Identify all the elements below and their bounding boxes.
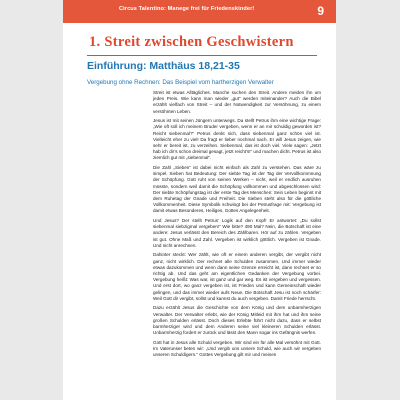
intro-heading: Einführung: Matthäus 18,21-35 [87, 60, 240, 72]
title-divider [87, 55, 317, 56]
paragraph: Jesus ist mit seinen Jüngern unterwegs. Da stellt Petrus ihm eine wichtige Frage: „Wie oft soll ich meinem Bruder vergeben, wenn er an mir schuldig geworden ist? Reicht siebenmal?“ Petrus denkt sich, dass siebenmal ganz schön viel ist. Vielleicht eher zu viel! Da fragt er lieber nochmal nach. Er will Jesus zeigen, wie sehr er bereit ist, zu verzeihen. Siebenmal, das ist doch viel. Viele sagen: „Jetzt hab ich dir’s schon dreimal gesagt, jetzt reicht’s!“ und machen dicht. Petrus ist also ziemlich gut mit „siebenmal“. [153, 118, 322, 161]
header-bar [63, 0, 336, 23]
paragraph: Dahinter steckt: Wer zählt, wie oft er einem anderen vergibt, der vergibt nicht ganz, nicht wirklich. Der rechnet alle Schulden zusammen. Und immer wieder etwas dazukommen und wenn dann seine Grenze erreicht ist, dann rechnet er so richtig ab. Und das geht am eigentlichen Gedanken der Vergebung vorbei. Vergebung heißt: Was war, ist ganz und gar weg. Es ist vergeben und vergessen. Und erst dort, wo ganz vergeben ist, ist Frieden und kann Gemeinschaft wieder gelingen, und das immer wieder aufs Neue. Die Botschaft Jesu ist noch schärfer: Weil Gott dir vergibt, sollst und kannst du auch vergeben. Damit Friede herrscht. [153, 252, 321, 301]
sub-heading: Vergebung ohne Rechnen: Das Beispiel vom hartherzigen Verwalter [87, 79, 274, 86]
paragraph: Gott hat in Jesus alle Schuld vergeben. Wir sind ein für alle Mal versöhnt mit Gott. Im Vaterunser beten wir: „Und vergib uns unsere Schuld, wie auch wir vergeben unseren Schuldigern.“ Gottes Vergebung gilt mir und meinen [153, 339, 321, 358]
paragraph: Die Zahl „Sieben“ ist dabei nicht einfach als Zahl zu verstehen. Das wäre zu simpel. Sieben hat Bedeutung: Der siebte Tag ist der Tag der Vervollkommnung der Schöpfung. Gott ruht von seinen Werken – nicht, weil er endlich ausruhen müsste, sondern weil damit die Schöpfung vollkommen und abgeschlossen wird: Der siebte Schöpfungstag ist der erste Tag des Menschen: Sein Leben beginnt mit dem Ruhetag der Gnade und Freiheit. Die Sieben steht also für die göttliche Vollkommenheit. Diese Symbolik schwingt bei der Petrusfrage mit: Vergebung ist damit etwas Besonderes, Heiliges, Gottes Angelegenheit. [153, 165, 321, 214]
body-text [153, 90, 321, 362]
chapter-title: 1. Streit zwischen Geschwistern [89, 34, 294, 50]
running-header-title: Circus Talentino: Manege frei für Friedenskinder! [119, 6, 255, 12]
document-page [63, 0, 336, 400]
paragraph: Und Jesus? Der stellt Petrus’ Logik auf den Kopf! Er antwortet: „Du sollst siebenmal siebzigmal vergeben!“ Wie bitte? 490 Mal? Nein, die Botschaft ist eine andere: Jesus verlässt den Bereich des Zählbaren. Hör auf zu zählen. Vergeben ist gut. Ohne Maß und Zahl. Vergeben ist wirklich göttlich. Vergeben ist Gnade. Und nicht anrechnen. [153, 218, 321, 248]
paragraph: Dazu erzählt Jesus die Geschichte von dem König und dem unbarmherzigen Verwalter. Der Verwalter erlebt, wie der König Mitleid mit ihm hat und ihm seine großen Schulden erlässt. Doch dieses Erlebte führt nicht dazu, dass er selbst barmherziger wird und dem Anderen seine viel kleineren Schulden erlässt. Unbarmherzig fordert er zurück und lässt den Mann sogar ins Gefängnis werfen. [153, 305, 321, 336]
paragraph: Streit ist etwas Alltägliches. Manche suchen den Streit. Andere meiden ihn um jeden Preis. Wie kann man wieder „gut“ werden miteinander? Auch die Bibel erzählt vielfach von Streit – und der Notwendigkeit zur Versöhnung, zu einem versöhnten Leben. [153, 90, 321, 114]
page-number: 9 [317, 4, 324, 18]
